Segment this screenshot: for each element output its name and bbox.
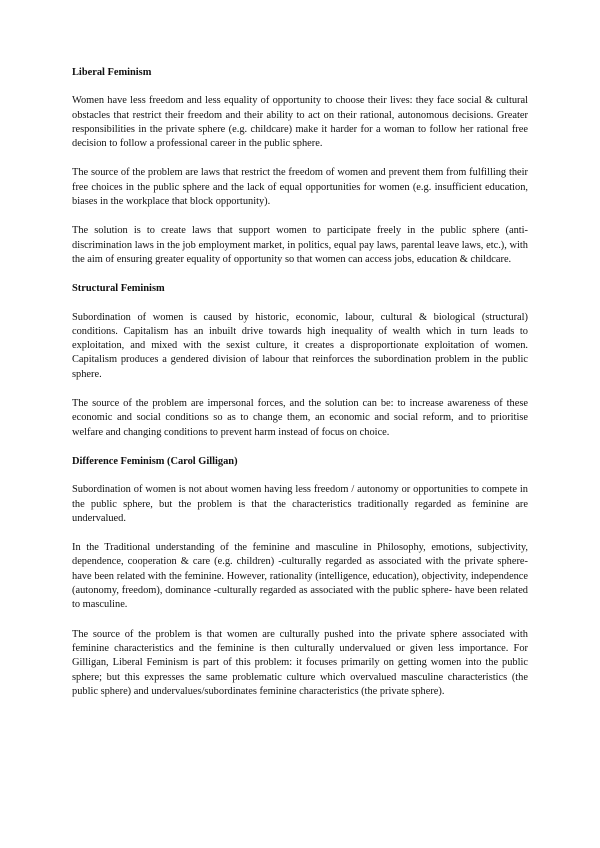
paragraph: Subordination of women is not about women having less freedom / autonomy or opportunities to compete in the public sphere, but the problem is that the characteristics traditionally regarded as feminine are undervalued. — [72, 484, 528, 524]
section-heading: Liberal Feminism — [72, 67, 152, 78]
paragraph: The source of the problem is that women are culturally pushed into the private sphere associated with feminine characteristics and the feminine is then culturally undervalued or given less importance. For Gilligan, Liberal Feminism is part of this problem: it focuses primarily on getting women into the public sphere; but this expresses the same problematic culture which overvalued masculine characteristics (the public sphere) and undervalues/subordinates feminine characteristics (the private sphere). — [72, 628, 528, 697]
paragraph: In the Traditional understanding of the feminine and masculine in Philosophy, emotions, subjectivity, dependence, cooperation & care (e.g. children) -culturally regarded as associated with the private sphere- have been related with the feminine. However, rationality (intelligence, education), objectivity, independence (autonomy, freedom), dominance -culturally regarded as associated with the public sphere- have been related to masculine. — [72, 542, 528, 611]
paragraph: The source of the problem are impersonal forces, and the solution can be: to increase awareness of these economic and social conditions so as to change them, an economic and social reform, and to prioritise welfare and changing conditions to prevent harm instead of focus on choice. — [72, 398, 528, 438]
section-heading: Structural Feminism — [72, 283, 165, 295]
paragraph: Subordination of women is caused by historic, economic, labour, cultural & biological (structural) conditions. Capitalism has an inbuilt drive towards high inequality of wealth which in turn leads to exploitation, and mixed with the sexist culture, it creates a disproportionate exploitation of women. Capitalism produces a gendered division of labour that reinforces the subordination problem in the public sphere. — [72, 311, 528, 380]
paragraph: Women have less freedom and less equality of opportunity to choose their lives: they face social & cultural obstacles that restrict their freedom and their ability to act on their rational, autonomous decisions. Greater responsibilities in the private sphere (e.g. childcare) make it harder for a woman to follow her rational free decision to follow a professional career in the public sphere. — [72, 95, 528, 150]
paragraph: The solution is to create laws that support women to participate freely in the public sphere (anti-discrimination laws in the job employment market, in politics, equal pay laws, parental leave laws, etc.), with the aim of ensuring greater equality of opportunity so that women can access jobs, education & childcare. — [72, 225, 528, 265]
section-difference-feminism — [72, 455, 528, 699]
section-heading: Difference Feminism (Carol Gilligan) — [72, 455, 238, 467]
paragraph: The source of the problem are laws that restrict the freedom of women and prevent them from fulfilling their free choices in the public sphere and the lack of equal opportunities for women (e.g. insufficient education, biases in the workplace that block opportunity). — [72, 167, 528, 208]
section-liberal-feminism — [72, 66, 528, 267]
section-structural-feminism — [72, 282, 528, 440]
